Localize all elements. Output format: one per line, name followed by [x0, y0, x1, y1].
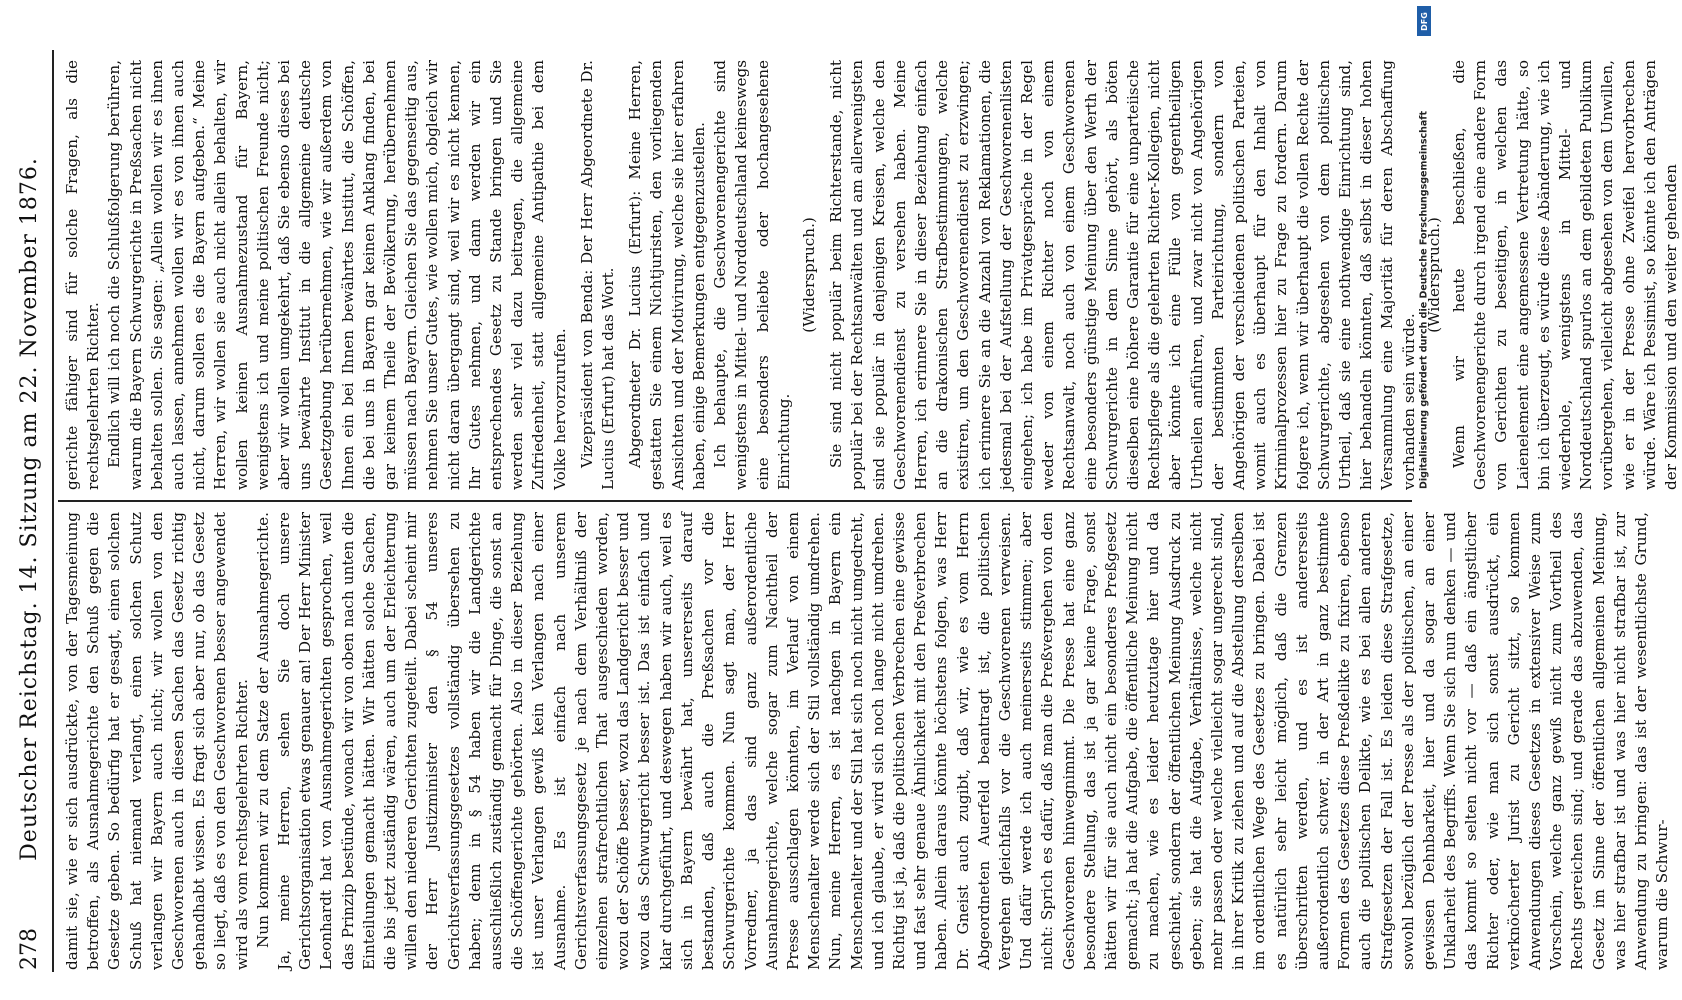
paragraph: Abgeordneter Dr. Lucius (Erfurt): Meine Herren, gestatten Sie einem Nichtjuristen, den vorliegenden Ansichten und der Motivirung, welche sie hier erfahren haben, einige Bemerkungen entgegenzustellen.: [626, 60, 708, 490]
column-rule: [58, 500, 1412, 502]
left-column: [62, 512, 1672, 970]
paragraph: damit sie, wie er sich ausdrückte, von der Tagesmeinung betroffen, als Ausnahmegerichte den Schuß gegen die Gesetze geben. So bedürfig hat er gesagt, einen solchen Schuß hat niemand verlangt, einen solchen Schutz verlangen wir Bayern auch nicht; wir wollen von den Geschworenen auch in diesen Sachen das Gesetz richtig gehandhabt wissen. Es fragt sich aber nur, ob das Gesetz so liegt, daß es von den Geschworenen besser angewendet wird als vom rechtsgelehrten Richter.: [63, 512, 251, 970]
paragraph: Wenn wir heute beschließen, die Geschworenengerichte durch irgend eine andere Form von Gerichten zu beseitigen, in welchen das Laienelement eine angemessene Vertretung hätte, so bin ich überzeugt, es würde diese Abänderung, wie ich wiederhole, wenigstens in Mittel- und Norddeutschland spurlos an dem gebildeten Publikum vorübergehen, vielleicht abgesehen von dem Unwillen, wie er in der Presse ohne Zweifel hervorbrechen würde. Wäre ich Pessimist, so könnte ich den Anträgen der Kommission und den weiter gehenden: [1450, 60, 1681, 490]
dfg-logo: DFG: [1417, 6, 1431, 36]
paragraph: Endlich will ich noch die Schlußfolgerung berühren, warum die Bayern Schwurgerichte in Preßsachen nicht behalten sollen. Sie sagen: „Allein wollen wir es ihnen auch lassen, annehmen wollen wir es von ihnen auch nicht, darum sollen es die Bayern aufgeben.“ Meine Herren, wir wollen sie auch nicht allein behalten, wir wollen keinen Ausnahmezustand für Bayern, wenigstens ich und meine politischen Freunde nicht; aber wir wollen umgekehrt, daß Sie ebenso dieses bei uns bewährte Institut in die allgemeine deutsche Gesetzgebung herübernehmen, wie wir außerdem von Ihnen ein bei Ihnen bewährtes Institut, die Schöffen, die bei uns in Bayern gar keinen Anklang finden, bei gar keinem Theile der Bevölkerung, herübernehmen müssen nach Bayern. Gleichen Sie das gegenseitig aus, nehmen Sie unser Gutes, wie wollen mich, obgleich wir nicht daran übergangt sind, weil wir es nicht kennen, Ihr Gutes nehmen, und dann werden wir ein entsprechendes Gesetz zu Stande bringen und Sie werden sehr viel dazu beitragen, die allgemeine Zufriedenheit, statt allgemeine Antipathie bei dem Volke hervorzurufen.: [105, 60, 569, 490]
header-rule: [52, 50, 54, 972]
session-title: Deutscher Reichstag. 14. Sitzung am 22. November 1876.: [16, 157, 42, 861]
paragraph: gerichte fähiger sind für solche Fragen, als die rechtsgelehrten Richter.: [63, 60, 103, 490]
dfg-credit: Digitalisierung gefördert durch die Deutsche Forschungsgemeinschaft: [1418, 111, 1430, 489]
page-header: [12, 60, 46, 970]
paragraph: (Widerspruch.): [799, 217, 818, 333]
paragraph: Sie sind nicht populär beim Richterstande, nicht populär bei der Rechtsanwälten und am allerwenigsten sind sie populär in denjenigen Kreisen, welche den Geschworenendienst zu versehen haben. Meine Herren, ich erinnere Sie in dieser Beziehung einfach an die drakonischen Strafbestimmungen, welche existiren, um den Geschworenendienst zu erzwingen; ich erinnere Sie an die Anzahl von Reklamationen, die jedesmal bei der Aufstellung der Geschworenenlisten eingehen; ich habe im Privatgespräche in der Regel weder von einem Richter noch von einem Rechtsanwalt, noch auch von einem Geschworenen eine besonders günstige Meinung über den Werth der Schwurgerichte in dem Sinne gehört, als böten dieselben eine höhere Garantie für eine unparteiische Rechtspflege als die gelehrten Richter-Kollegien, nicht aber könnte ich eine Fülle von gegentheiligen Urtheilen anführen, und zwar nicht von Angehörigen der bestimmten Parteirichtung, sondern von Angehörigen der verschiedenen politischen Parteien, womit auch es überhaupt für den Inhalt von Kriminalprozessen hier zu Frage zu fordern. Darum folgere ich, wenn wir überhaupt die vollen Rechte der Schwurgerichte, abgesehen von dem politischen Urtheil, daß sie eine nothwendige Einrichtung sind, hier behandeln könnten, daß selbst in dieser hohen Versammlung eine Majorität für deren Abschaffung vorhanden sein würde.: [827, 60, 1418, 490]
paragraph: Vizepräsident von Benda: Der Herr Abgeordnete Dr. Lucius (Erfurt) hat das Wort.: [577, 60, 618, 490]
paragraph: (Widerspruch.): [1424, 217, 1443, 333]
page-number: 278: [16, 928, 42, 970]
paragraph: Nun kommen wir zu dem Satze der Ausnahmegerichte. Ja, meine Herren, sehen Sie doch unsere Gerichtsorganisation etwas genauer an! Der Herr Minister Leonhardt hat von Ausnahmegerichten gesprochen, weil das Prinzip bestünde, wonach wir von oben nach unten die Einteilungen gemacht hätten. Wir hätten solche Sachen, die bis jetzt zuständig wären, auch um der Erleichterung willen den niederen Gerichten zugeteilt. Dabei scheint mir der Herr Justizminister den § 54 unseres Gerichtsverfassungsgesetzes vollständig übersehen zu haben; denn in § 54 haben wir die Landgerichte ausschließlich zuständig gemacht für Dinge, die sonst an die Schöffengerichte gehörten. Also in dieser Beziehung ist unser Verlangen gewiß kein Verlangen nach einer Ausnahme. Es ist einfach nach unserem Gerichtsverfassungsgesetz je nach dem Verhältniß der einzelnen strafrechtlichen That ausgeschieden worden, wozu der Schöffe besser, wozu das Landgericht besser und wozu das Schwurgericht besser ist. Das ist einfach und klar durchgeführt, und deswegen haben wir auch, weil es sich in Bayern bewährt hat, unsererseits darauf bestanden, daß auch die Preßsachen vor die Schwurgerichte kommen. Nun sagt man, der Herr Vorredner, ja das sind ganz außerordentliche Ausnahmegerichte, welche sogar zum Nachtheil der Presse ausschlagen könnten, im Verlauf von einem Menschenalter werde sich der Stil vollständig umdrehen. Nun, meine Herren, es ist nachgen in Bayern ein Menschenalter und der Stil hat sich noch nicht umgedreht, und ich glaube, er wird sich noch lange nicht umdrehen. Richtig ist ja, daß die politischen Verbrechen eine gewisse und fast sehr genaue Ähnlichkeit mit den Preßverbrechen haben. Allein daraus könnte höchstens folgen, was Herr Dr. Gneist auch zugibt, daß wir, wie es vom Herrn Abgeordneten Auerfeld beantragt ist, die politischen Vergehen gleichfalls vor die Geschworenen verweisen. Und dafür werde ich auch meinerseits stimmen; aber nicht: Sprich es dafür, daß man die Preßvergehen von den Geschworenen hinwegnimmt. Die Presse hat eine ganz besondere Stellung, das ist ja gar keine Frage, sonst hätten wir für sie auch nicht ein besonderes Preßgesetz gemacht; ja hat die Aufgabe, die öffentliche Meinung nicht zu machen, wie es leider heutzutage hier und da geschieht, sondern der öffentlichen Meinung Ausdruck zu geben; sie hat die Aufgabe, Verhältnisse, welche nicht mehr passen oder welche vielleicht sogar ungerecht sind, in ihrer Kritik zu ziehen und auf die Abstellung derselben im ordentlichen Wege des Gesetzes zu bringen. Dabei ist es natürlich sehr leicht möglich, daß die Grenzen überschritten werden, und es ist andererseits außerordentlich schwer, in der Art in ganz bestimmte Formen des Gesetzes diese Preßdelikte zu fixiren, ebenso auch die politischen Delikte, wie es bei allen anderen Strafgesetzen der Fall ist. Es leiden diese Strafgesetze, sowohl bezüglich der Presse als der politischen, an einer gewissen Dehnbarkeit, hier und da sogar an einer Unklarheit des Begriffs. Wenn Sie sich nun denken — und das kommt so selten nicht vor — daß ein ängstlicher Richter oder, wie man sich sonst ausdrückt, ein verknöcherter Jurist zu Gericht sitzt, so kommen Anwendungen dieses Gesetzes in extensiver Weise zum Vorschein, welche ganz gewiß nicht zum Vortheil des Rechts gereichen sind; und gerade das abzuwenden, das Gesetz im Sinne der öffentlichen allgemeinen Meinung, was hier strafbar ist und was hier nicht strafbar ist, zur Anwendung zu bringen: das ist der wesentlichste Grund, warum die Schwur-: [253, 512, 1672, 970]
paragraph: Ich behaupte, die Geschworenengerichte sind wenigstens in Mittel- und Norddeutschland keineswegs eine besonders beliebte oder hochangesehene Einrichtung.: [711, 60, 793, 490]
